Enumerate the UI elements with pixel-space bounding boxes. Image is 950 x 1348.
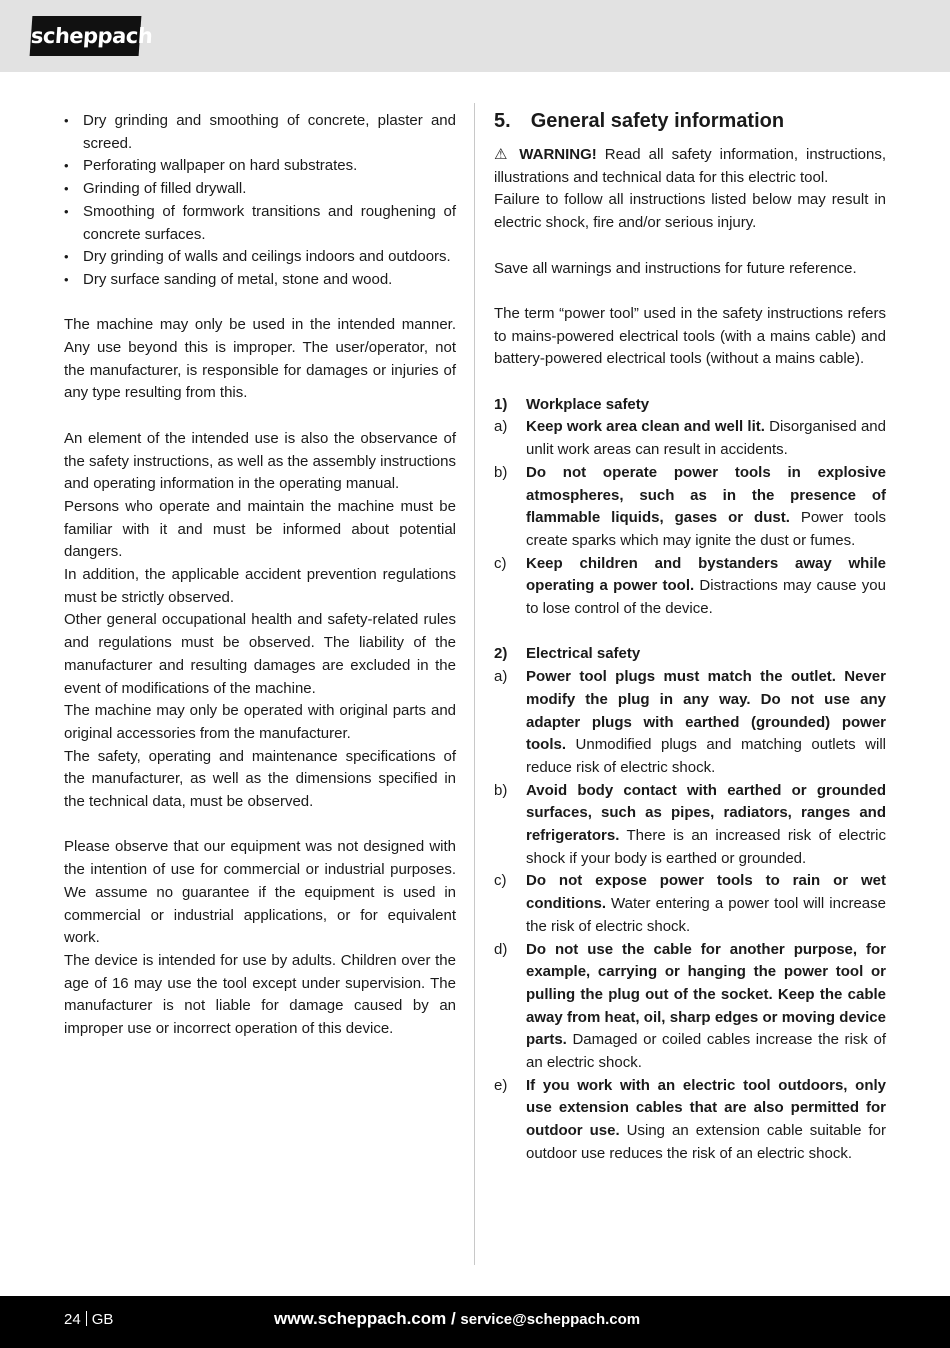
scheppach-logo: scheppach xyxy=(30,16,142,56)
item-bold-text: Keep children and bystanders away while operating a power tool. xyxy=(526,554,886,595)
item-bold-text: Do not operate power tools in explosive atmospheres, such as in the presence of flammable liquids, gases or dust. xyxy=(526,463,886,527)
item-text: There is an increased risk of electric shock if your body is earthed or grounded. xyxy=(526,827,886,867)
save-paragraph: Save all warnings and instructions for future reference. xyxy=(494,259,857,277)
email-link[interactable]: service@scheppach.com xyxy=(460,1311,641,1328)
list-item xyxy=(494,939,886,1075)
list-item: • Grinding of filled drywall. xyxy=(64,178,456,201)
item-text: Distractions may cause you to lose control of the device. xyxy=(526,577,886,618)
operators-paragraph: Persons who operate and maintain the machine must be familiar with it and must be informed about potential dangers. xyxy=(64,497,456,561)
subsection-number: 2) xyxy=(494,645,508,663)
page-header xyxy=(0,0,950,72)
item-bold-text: Avoid body contact with earthed or grounded surfaces, such as pipes, radiators, ranges and refrigerators. xyxy=(526,781,886,845)
warning-paragraph xyxy=(494,144,886,189)
left-column xyxy=(64,110,456,1041)
list-item xyxy=(494,666,886,780)
list-item xyxy=(494,553,886,621)
item-bold-text: Do not expose power tools to rain or wet conditions. xyxy=(526,872,886,913)
list-item: • Dry grinding of walls and ceilings indoors and outdoors. xyxy=(64,246,456,269)
footer-contact xyxy=(274,1308,640,1331)
item-letter: b) xyxy=(494,463,508,481)
subsection-number: 1) xyxy=(494,395,508,413)
language-code: GB xyxy=(91,1311,114,1328)
commercial-use-paragraph: Please observe that our equipment was not designed with the intention of use for commercial or industrial purposes. We assume no guarantee if the equipment is used in commercial or industrial applications, or for equivalent work. xyxy=(64,838,456,947)
list-item: • Dry surface sanding of metal, stone and wood. xyxy=(64,269,456,292)
item-text: Damaged or coiled cables increase the risk of an electric shock. xyxy=(526,1031,886,1072)
subsection-title: Workplace safety xyxy=(526,395,650,413)
warning-label: WARNING! xyxy=(519,146,597,163)
list-item xyxy=(494,462,886,553)
specifications-paragraph: The safety, operating and maintenance specifications of the manufacturer, as well as the dimensions specified in the technical data, must be observed. xyxy=(64,747,456,811)
term-paragraph: The term “power tool” used in the safety instructions refers to mains-powered electrical tools (with a mains cable) and battery-powered electrical tools (without a mains cable). xyxy=(494,304,886,368)
page-footer xyxy=(0,1296,950,1348)
warning-triangle-icon: ⚠ xyxy=(494,146,512,163)
website-link[interactable]: www.scheppach.com xyxy=(274,1309,447,1328)
item-bold-text: Keep work area clean and well lit. xyxy=(526,418,765,436)
item-text: Water entering a power tool will increase the risk of electric shock. xyxy=(526,895,886,935)
intended-use-list xyxy=(64,110,456,292)
page-number-value: 24 xyxy=(64,1311,81,1328)
item-text: Disorganised and unlit work areas can result in accidents. xyxy=(526,418,886,459)
workplace-safety-heading xyxy=(494,394,886,417)
item-letter: a) xyxy=(494,418,508,436)
item-text: Unmodified plugs and matching outlets will reduce risk of electric shock. xyxy=(526,736,886,776)
right-column xyxy=(494,110,886,1166)
item-bold-text: If you work with an electric tool outdoors, only use extension cables that are also permitted for outdoor use. xyxy=(526,1076,886,1140)
item-bold-text: Power tool plugs must match the outlet. Never modify the plug in any way. Do not use any adapter plugs with earthed (grounded) power tools. xyxy=(526,668,886,754)
item-letter: d) xyxy=(494,940,508,958)
item-letter: a) xyxy=(494,668,508,686)
list-item xyxy=(494,780,886,871)
failure-paragraph: Failure to follow all instructions listed below may result in electric shock, fire and/or serious injury. xyxy=(494,191,886,232)
list-item: • Dry grinding and smoothing of concrete, plaster and screed. xyxy=(64,110,456,155)
item-letter: e) xyxy=(494,1076,508,1094)
section-title xyxy=(494,110,886,132)
list-item xyxy=(494,416,886,461)
page-number xyxy=(64,1310,113,1330)
occupational-health-paragraph: Other general occupational health and safety-related rules and regulations must be observed. The liability of the manufacturer and resulting damages are excluded in the event of modifications of the machine. xyxy=(64,611,456,697)
warning-text: Read all safety information, instructions, illustrations and technical data for this electric tool. xyxy=(494,146,887,186)
electrical-safety-heading xyxy=(494,643,886,666)
list-item: • Perforating wallpaper on hard substrates. xyxy=(64,155,456,178)
list-item xyxy=(494,1075,886,1166)
adults-paragraph: The device is intended for use by adults. Children over the age of 16 may use the tool except under supervision. The manufacturer is not liable for damage caused by an improper use or incorrect operation of this device. xyxy=(64,951,456,1038)
item-text: Power tools create sparks which may ignite the dust or fumes. xyxy=(526,509,886,549)
column-divider xyxy=(474,103,475,1265)
item-letter: b) xyxy=(494,781,508,799)
intended-use-element-paragraph: An element of the intended use is also the observance of the safety instructions, as well as the assembly instructions and operating information in the operating manual. xyxy=(64,429,456,493)
section-number: 5. xyxy=(494,110,511,132)
item-letter: c) xyxy=(494,872,507,890)
page-number-divider xyxy=(86,1311,87,1326)
section-title-text: General safety information xyxy=(530,110,785,132)
subsection-title: Electrical safety xyxy=(526,645,641,663)
original-parts-paragraph: The machine may only be operated with original parts and original accessories from the manufacturer. xyxy=(64,702,456,742)
accident-prevention-paragraph: In addition, the applicable accident prevention regulations must be strictly observed. xyxy=(64,566,456,606)
item-bold-text: Do not use the cable for another purpose, for example, carrying or hanging the power tool or pulling the plug out of the socket. Keep the cable away from heat, oil, sharp edges or moving device parts. xyxy=(526,940,886,1049)
list-item xyxy=(494,870,886,938)
item-letter: c) xyxy=(494,554,507,572)
intended-manner-paragraph: The machine may only be used in the intended manner. Any use beyond this is improper. The user/operator, not the manufacturer, is responsible for damages or injuries of any type resulting from this. xyxy=(64,316,456,402)
list-item: • Smoothing of formwork transitions and roughening of concrete surfaces. xyxy=(64,201,456,246)
footer-slash: / xyxy=(446,1309,461,1328)
item-text: Using an extension cable suitable for outdoor use reduces the risk of an electric shock. xyxy=(526,1122,886,1162)
